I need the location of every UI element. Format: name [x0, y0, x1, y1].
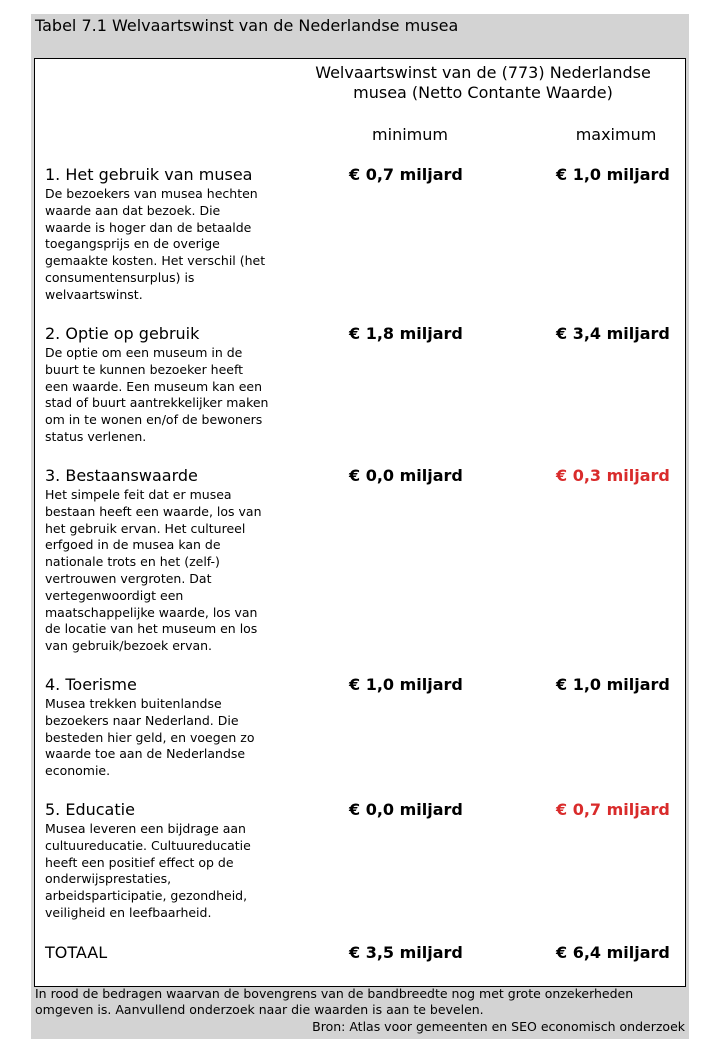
source-note: Bron: Atlas voor gemeenten en SEO economisch onderzoek [312, 1019, 685, 1034]
total-label: TOTAAL [45, 943, 108, 962]
table-row [45, 466, 675, 655]
header-main [297, 63, 669, 103]
row-description: Het simpele feit dat er musea bestaan heeft een waarde, los van het gebruik ervan. Het cultureel erfgoed in de musea kan de nationale trots en het (zelf-) vertrouwen vergroten. Dat vertegenwoordigt een maatschappelijke waarde, los van de locatie van het museum en los van gebruik/bezoek ervan. [45, 487, 262, 654]
row-minimum-value: € 0,0 miljard [349, 800, 463, 819]
total-row [45, 943, 675, 963]
row-minimum-value: € 0,7 miljard [349, 165, 463, 184]
header-minimum: minimum [372, 125, 448, 144]
table-box [34, 58, 686, 987]
table-frame [31, 14, 689, 1039]
row-title: 1. Het gebruik van musea [45, 165, 253, 184]
row-minimum-value: € 0,0 miljard [349, 466, 463, 485]
header-maximum: maximum [575, 125, 657, 144]
row-title: 3. Bestaanswaarde [45, 466, 198, 485]
footnote: In rood de bedragen waarvan de bovengrens van de bandbreedte nog met grote onzekerheden omgeven is. Aanvullend onderzoek naar die waarden is aan te bevelen. [35, 986, 634, 1017]
row-title: 2. Optie op gebruik [45, 324, 200, 343]
total-minimum-value: € 3,5 miljard [349, 943, 463, 962]
row-description: De optie om een museum in de buurt te kunnen bezoeker heeft een waarde. Een museum kan een stad of buurt aantrekkelijker maken om in te wonen en/of de bewoners status verlenen. [45, 345, 269, 444]
row-description: De bezoekers van musea hechten waarde aan dat bezoek. Die waarde is hoger dan de betaalde toegangsprijs en de overige gemaakte kosten. Het verschil (het consumentensurplus) is welvaartswinst. [45, 186, 266, 302]
row-maximum-value-uncertain: € 0,7 miljard [556, 800, 670, 819]
table-row [45, 165, 675, 304]
table-row [45, 800, 675, 922]
row-minimum-value: € 1,8 miljard [349, 324, 463, 343]
row-title: 5. Educatie [45, 800, 135, 819]
row-maximum-value: € 1,0 miljard [556, 165, 670, 184]
row-minimum-value: € 1,0 miljard [349, 675, 463, 694]
row-maximum-value-uncertain: € 0,3 miljard [556, 466, 670, 485]
table-title: Tabel 7.1 Welvaartswinst van de Nederlandse musea [35, 16, 459, 35]
table-row [45, 324, 675, 446]
total-maximum-value: € 6,4 miljard [556, 943, 670, 962]
header-main-line2: musea (Netto Contante Waarde) [353, 83, 613, 102]
row-description: Musea trekken buitenlandse bezoekers naar Nederland. Die besteden hier geld, en voegen zo waarde toe aan de Nederlandse economie. [45, 696, 255, 779]
row-description: Musea leveren een bijdrage aan cultuureducatie. Cultuureducatie heeft een positief effect op de onderwijsprestaties, arbeidsparticipatie, gezondheid, veiligheid en leefbaarheid. [45, 821, 251, 920]
row-title: 4. Toerisme [45, 675, 137, 694]
row-maximum-value: € 3,4 miljard [556, 324, 670, 343]
header-main-line1: Welvaartswinst van de (773) Nederlandse [315, 63, 651, 82]
table-row [45, 675, 675, 780]
row-maximum-value: € 1,0 miljard [556, 675, 670, 694]
